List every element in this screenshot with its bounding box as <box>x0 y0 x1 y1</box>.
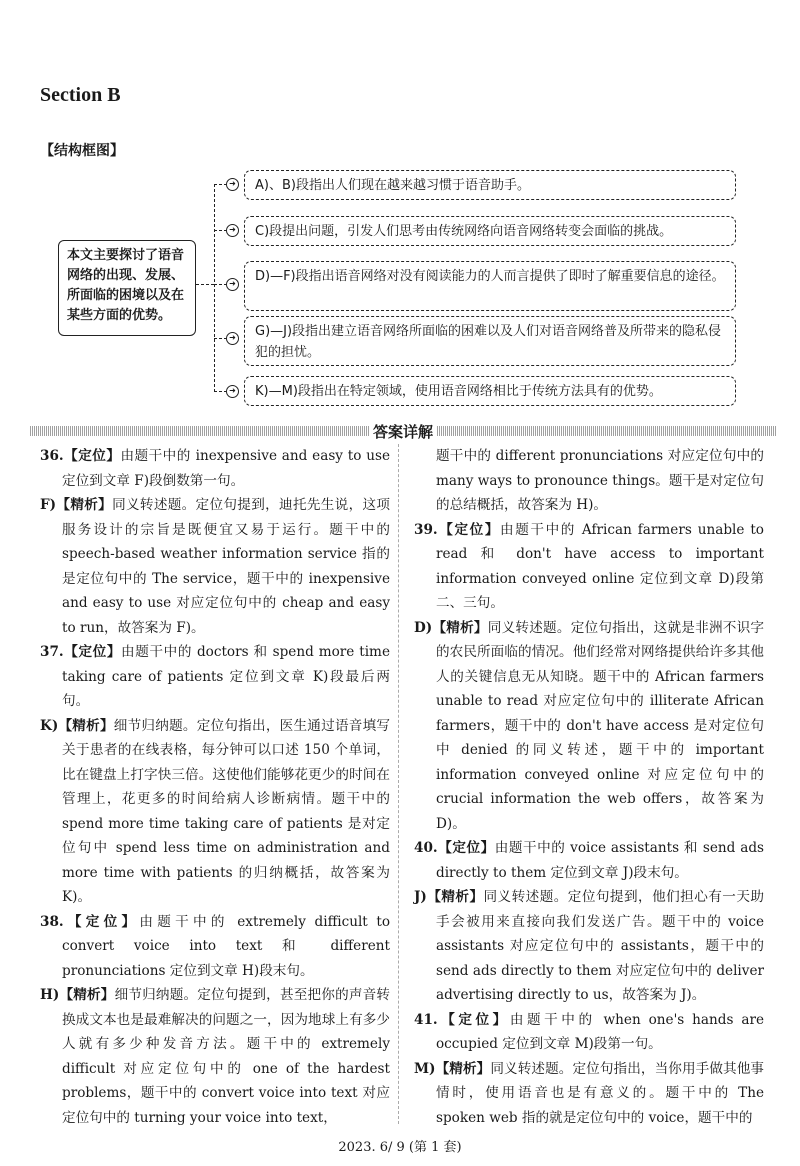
left-column <box>40 444 390 1130</box>
structure-item-4: G)—J)段指出建立语音网络所面临的困难以及人们对语音网络普及所带来的隐私侵犯的担忧。 <box>244 316 736 366</box>
answer-entry: F)【精析】同义转述题。定位句提到，迪托先生说，这项服务设计的宗旨是既便宜又易于运行。题干中的 speech-based weather information service 指的是定位句中的 The service，题干中的 inexpensive and easy to use 对应定位句中的 cheap and easy to run，故答案为 F)。 <box>40 497 391 636</box>
arrow-bullet-icon: ➜ <box>226 278 239 291</box>
answer-entry: M)【精析】同义转述题。定位句指出，当你用手做其他事情时，使用语音也是有意义的。题干中的 The spoken web 指的就是定位句中的 voice，题干中的 <box>414 1060 765 1126</box>
answer-entry: 41.【定位】由题干中的 when one's hands are occupied 定位到文章 M)段第一句。 <box>414 1011 764 1052</box>
answer-entry: K)【精析】细节归纳题。定位句指出，医生通过语音填写关于患者的在线表格，每分钟可以口述 150 个单词，比在键盘上打字快三倍。这使他们能够花更少的时间在管理上，花更多的时间给病人诊断病情。题干中的 spend more time taking care of patients 是对定位句中 spend less time on administration and more time with patients 的归纳概括，故答案为 K)。 <box>40 717 391 905</box>
structure-item-2: C)段提出问题，引发人们思考由传统网络向语音网络转变会面临的挑战。 <box>244 216 736 246</box>
answer-entry: 38.【定位】由题干中的 extremely difficult to convert voice into text 和 different pronunciations 定位到文章 H)段末句。 <box>40 913 391 979</box>
structure-frame-label: 【结构框图】 <box>40 143 124 159</box>
answer-entry: 40.【定位】由题干中的 voice assistants 和 send ads directly to them 定位到文章 J)段末句。 <box>414 840 764 881</box>
summary-connector <box>196 284 214 285</box>
arrow-bullet-icon: ➜ <box>226 178 239 191</box>
structure-item-1: A)、B)段指出人们现在越来越习惯于语音助手。 <box>244 170 736 200</box>
answer-entry: 36.【定位】由题干中的 inexpensive and easy to use 定位到文章 F)段倒数第一句。 <box>40 448 391 489</box>
right-column <box>414 444 764 1130</box>
structure-item-3: D)—F)段指出语音网络对没有阅读能力的人而言提供了即时了解重要信息的途径。 <box>244 261 736 311</box>
answer-entry: 39.【定位】由题干中的 African farmers unable to read 和 don't have access to important information conveyed online 定位到文章 D)段第二、三句。 <box>414 521 764 611</box>
column-separator <box>398 444 399 1124</box>
section-title: Section B <box>40 84 121 106</box>
answer-entry: D)【精析】同义转述题。定位句指出，这就是非洲不识字的农民所面临的情况。他们经常对网络提供给许多其他人的关键信息无从知晓。题干中的 African farmers unable to read 对应定位句中的 illiterate African farmers，题干中的 don't have access 是对定位句中 denied 的同义转述，题干中的 important information conveyed online 对应定位句中的 crucial information the web offers，故答案为 D)。 <box>414 619 765 832</box>
arrow-bullet-icon: ➜ <box>226 224 239 237</box>
page-footer: 2023. 6/ 9 (第 1 套) <box>338 1140 462 1155</box>
answer-entry: J)【精析】同义转述题。定位句提到，他们担心有一天助手会被用来直接向我们发送广告。题干中的 voice assistants 对应定位句中的 assistants，题干中的 send ads directly to them 对应定位句中的 deliver advertising directly to us，故答案为 J)。 <box>414 889 764 1003</box>
answer-header: 答案详解 <box>373 422 434 441</box>
answer-entry-continued: 题干中的 different pronunciations 对应定位句中的 many ways to pronounce things。题干是对定位句的总结概括，故答案为 H)。 <box>436 448 764 513</box>
answer-header-divider <box>30 422 776 440</box>
answer-entry: H)【精析】细节归纳题。定位句提到，甚至把你的声音转换成文本也是最难解决的问题之一，因为地球上有多少人就有多少种发音方法。题干中的 extremely difficult 对应定位句中的 one of the hardest problems，题干中的 convert voice into text 对应定位句中的 turning your voice into text， <box>40 987 391 1126</box>
structure-item-5: K)—M)段指出在特定领域，使用语音网络相比于传统方法具有的优势。 <box>244 376 736 406</box>
summary-box: 本文主要探讨了语音网络的出现、发展、所面临的困境以及在某些方面的优势。 <box>58 240 196 336</box>
arrow-bullet-icon: ➜ <box>226 385 239 398</box>
arrow-bullet-icon: ➜ <box>226 332 239 345</box>
answer-entry: 37.【定位】由题干中的 doctors 和 spend more time taking care of patients 定位到文章 K)段最后两句。 <box>40 644 390 709</box>
structure-spine <box>214 184 215 392</box>
